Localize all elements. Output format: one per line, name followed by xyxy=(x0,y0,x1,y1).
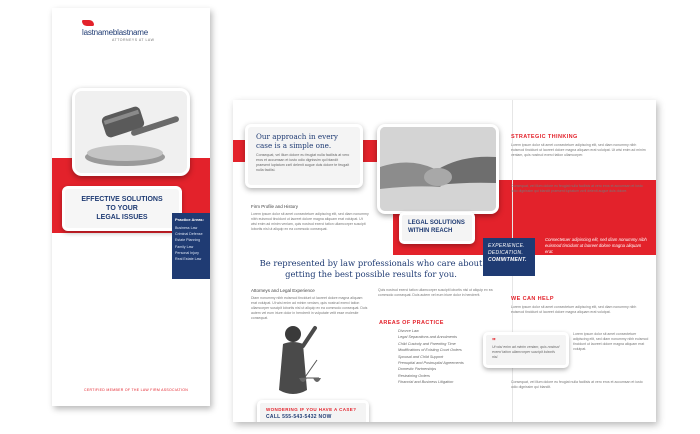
front-footer: CERTIFIED MEMBER OF THE LAW FIRM ASSOCIATION xyxy=(84,388,189,392)
legal-solutions-line-1: LEGAL SOLUTIONS xyxy=(408,220,465,226)
main-headline: Be represented by law professionals who care about getting the best possible results for you. xyxy=(259,258,483,279)
approach-card xyxy=(245,124,363,188)
attorneys-heading: Attorneys and Legal Experience xyxy=(251,288,315,293)
practice-item: Real Estate Law xyxy=(175,257,202,262)
legal-solutions-line-2: WITHIN REACH xyxy=(408,228,453,234)
experience-line: DEDICATION. xyxy=(488,250,524,256)
experience-line: COMMITMENT. xyxy=(488,257,527,263)
tagline-card xyxy=(62,186,182,231)
practice-areas-heading: Practice Areas: xyxy=(175,217,204,222)
strategic-body-2: Consequat, vel illum dolore eu feugiat nulla facilisis at vero eros et accumsan et iusto odio dignissim qui blandit praesent luptatum zzril delenit augue duis dolore. xyxy=(511,184,643,194)
gavel-icon xyxy=(75,91,187,173)
practice-item: Business Law xyxy=(175,226,198,230)
experience-line: EXPERIENCE. xyxy=(488,243,525,249)
strategic-body-1: Lorem ipsum dolor sit amet consectetuer adipiscing elit, sed diam nonummy nibh euismod tincidunt ut laoreet dolore magna aliquam erat volutpat. Ut wisi enim ad minim veniam, quis nostrud exerci tation ullamcorper. xyxy=(511,143,646,158)
firm-profile-body: Lorem ipsum dolor sit amet consectetuer adipiscing elit, sed diam nonummy nibh euismod tincidunt ut laoreet dolore magna aliquam erat volutpat. Ut wisi enim ad minim veniam, quis nostrud exerci tation ullamcorper suscipit lobortis nisl ut aliquip ex ea commodo consequat. xyxy=(251,212,369,232)
practice-item: Criminal Defense xyxy=(175,232,203,237)
practice-item: Personal Injury xyxy=(175,250,199,255)
approach-title: Our approach in every case is a simple one. xyxy=(256,132,338,150)
help-quote-text: Ut wisi enim ad minim veniam, quis nostrud exerci tation ullamcorper suscipit lobortis nisl. xyxy=(492,345,560,359)
list-item: Restraining Orders xyxy=(398,373,430,378)
brand-subtitle: ATTORNEYS AT LAW xyxy=(112,38,155,42)
list-item: Financial and Business Litigation xyxy=(398,380,454,385)
brand-flag-icon xyxy=(82,20,94,26)
handshake-icon xyxy=(380,127,496,211)
gavel-photo xyxy=(72,88,190,176)
tagline-line-1: EFFECTIVE SOLUTIONS xyxy=(81,196,163,203)
tagline-line-2: TO YOUR xyxy=(106,205,138,212)
brand-name: lastnameblastname xyxy=(82,28,148,37)
practice-item: Family Law xyxy=(175,244,194,249)
approach-body: Consequat, vel illum dolore eu feugiat nulla facilisis at vero eros et accumsan et iusto odio dignissim qui blandit praesent luptatum zzril delenit augue duis dolore te feugait nulla facilisi. xyxy=(256,153,350,172)
brochure-front-panel xyxy=(52,8,210,406)
list-item: Spousal and Child Support xyxy=(398,354,444,359)
firm-profile-heading: Firm Profile and History xyxy=(251,204,299,209)
phone-line: CALL 555-543-5432 NOW xyxy=(266,414,332,420)
help-body-2: Consequat, vel illum dolore eu feugiat nulla facilisis at vero eros et accumsan et iusto odio dignissim qui blandit. xyxy=(511,380,643,390)
areas-of-practice-heading: AREAS OF PRACTICE xyxy=(379,320,444,326)
wonder-line: WONDERING IF YOU HAVE A CASE? xyxy=(266,407,357,412)
help-side-body: Lorem ipsum dolor sit amet consectetuer adipiscing elit, sed diam nonummy nibh euismod tincidunt ut laoreet dolore magna aliquam erat volutpat. xyxy=(573,332,649,352)
list-item: Prenuptial and Postnuptial Agreements xyxy=(398,361,464,366)
right-band-quote xyxy=(541,235,651,265)
middle-body: Quis nostrud exerci tation ullamcorper suscipit lobortis nisl ut aliquip ex ea commodo consequat. Duis autem vel eum iriure dolor in hendrerit. xyxy=(378,288,493,298)
handshake-photo xyxy=(377,124,499,214)
attorneys-body: Diam nonummy nibh euismod tincidunt ut laoreet dolore magna aliquam erat volutpat. Ut wisi enim ad minim veniam, quis nostrud exerci tation ullamcorper suscipit lobortis nisl ut aliquip ex ea commodo consequat. Duis autem vel eum iriure dolor in hendrerit in vulputate velit esse molestie consequat. xyxy=(251,296,368,321)
list-item: Domestic Partnerships xyxy=(398,367,437,372)
list-item: Legal Separations and Annulments xyxy=(398,335,457,340)
right-band-quote-text: Consectetuer adipiscing elit, sed diam nonummy nibh euismod tincidunt ut laoreet dolore magna aliquam erat. xyxy=(545,237,647,254)
list-item: Modifications of Existing Court Orders xyxy=(398,348,462,353)
call-to-action-card xyxy=(257,400,369,422)
legal-solutions-card xyxy=(399,212,475,244)
areas-of-practice-list xyxy=(398,328,464,386)
list-item: Child Custody and Parenting Time xyxy=(398,341,456,346)
help-quote-card xyxy=(483,332,569,368)
tagline-line-3: LEGAL ISSUES xyxy=(96,214,148,221)
brochure-inside-spread xyxy=(233,100,656,422)
strategic-thinking-heading: STRATEGIC THINKING xyxy=(511,134,578,140)
practice-item: Estate Planning xyxy=(175,238,201,243)
quote-mark-icon: " xyxy=(492,337,496,346)
list-item: Divorce Law xyxy=(398,329,419,333)
practice-areas-box xyxy=(172,213,210,279)
help-body-1: Lorem ipsum dolor sit amet consectetuer adipiscing elit, sed diam nonummy nibh euismod tincidunt ut laoreet dolore magna aliquam erat volutpat. xyxy=(511,305,637,315)
we-can-help-heading: WE CAN HELP xyxy=(511,296,554,302)
